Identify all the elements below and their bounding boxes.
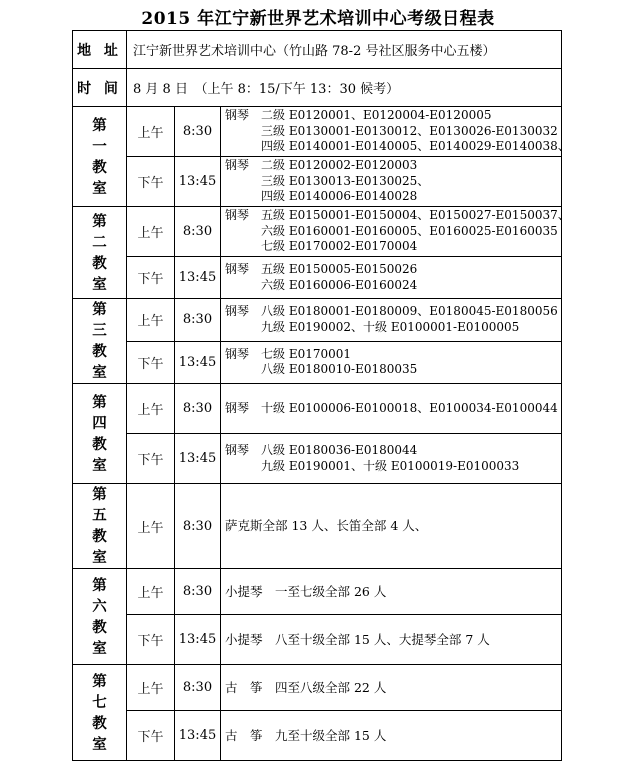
detail-line bbox=[225, 189, 557, 205]
detail-line bbox=[225, 320, 557, 336]
session-row bbox=[73, 384, 562, 434]
detail-line bbox=[225, 362, 557, 378]
candidate-range: 七级 E0170001 bbox=[261, 346, 352, 361]
session-time: 8:30 bbox=[175, 569, 221, 615]
instrument-label bbox=[225, 124, 261, 140]
page-title: 2015 年江宁新世界艺术培训中心考级日程表 bbox=[141, 9, 495, 29]
room-name-char: 第 bbox=[92, 116, 107, 134]
room-name-char: 六 bbox=[92, 597, 107, 615]
instrument-label: 钢琴 bbox=[225, 346, 250, 361]
room-name bbox=[73, 665, 127, 761]
session-period: 上午 bbox=[127, 299, 175, 342]
session-details bbox=[221, 257, 562, 299]
detail-line bbox=[225, 139, 570, 155]
detail-line bbox=[225, 347, 557, 363]
detail-line bbox=[225, 584, 557, 600]
session-details bbox=[221, 711, 562, 761]
candidate-range: 小提琴 八至十级全部 15 人、大提琴全部 7 人 bbox=[225, 631, 490, 647]
detail-line bbox=[225, 108, 557, 124]
detail-line bbox=[225, 158, 557, 174]
instrument-label bbox=[225, 174, 261, 190]
session-row bbox=[73, 665, 562, 711]
candidate-range: 三级 E0130013-E0130025、 bbox=[261, 173, 430, 188]
room-name bbox=[73, 107, 127, 207]
session-row bbox=[73, 107, 562, 157]
session-details bbox=[221, 341, 562, 384]
session-time: 13:45 bbox=[175, 157, 221, 207]
session-time: 8:30 bbox=[175, 484, 221, 569]
instrument-label bbox=[225, 362, 261, 378]
detail-line bbox=[225, 632, 557, 648]
session-row bbox=[73, 257, 562, 299]
instrument-label: 钢琴 bbox=[225, 108, 250, 123]
detail-line bbox=[225, 518, 557, 534]
schedule-table bbox=[72, 30, 570, 761]
candidate-range: 六级 E0160006-E0160024 bbox=[261, 277, 418, 292]
candidate-range: 八级 E0180001-E0180009、E0180045-E0180056 bbox=[261, 304, 558, 319]
room-name-char: 室 bbox=[92, 549, 107, 566]
room-name-char: 一 bbox=[92, 137, 107, 155]
time-label: 时 间 bbox=[73, 69, 127, 107]
instrument-label bbox=[225, 139, 261, 155]
candidate-range: 四级 E0140001-E0140005、E0140029-E0140038、 bbox=[261, 139, 570, 154]
room-name-char: 室 bbox=[92, 275, 107, 293]
room-name bbox=[73, 484, 127, 569]
session-row bbox=[73, 341, 562, 384]
room-name-char: 五 bbox=[92, 507, 107, 524]
session-row bbox=[73, 434, 562, 484]
session-time: 8:30 bbox=[175, 107, 221, 157]
session-period: 上午 bbox=[127, 384, 175, 434]
instrument-label bbox=[225, 320, 261, 336]
detail-line bbox=[225, 728, 557, 744]
room-name-char: 第 bbox=[92, 393, 107, 411]
session-time: 8:30 bbox=[175, 299, 221, 342]
session-details bbox=[221, 434, 562, 484]
candidate-range: 三级 E0130001-E0130012、E0130026-E0130032 bbox=[261, 123, 558, 138]
session-row bbox=[73, 157, 562, 207]
candidate-range: 九级 E0190001、十级 E0100019-E0100033 bbox=[261, 458, 520, 473]
session-period: 下午 bbox=[127, 615, 175, 665]
detail-line bbox=[225, 680, 557, 696]
candidate-range: 十级 E0100006-E0100018、E0100034-E0100044 bbox=[261, 400, 558, 415]
room-name-char: 四 bbox=[92, 414, 107, 432]
session-time: 13:45 bbox=[175, 257, 221, 299]
room-name-char: 第 bbox=[92, 301, 107, 318]
detail-line bbox=[225, 224, 557, 240]
session-period: 上午 bbox=[127, 569, 175, 615]
candidate-range: 小提琴 一至七级全部 26 人 bbox=[225, 583, 387, 599]
instrument-label: 钢琴 bbox=[225, 208, 250, 223]
session-details bbox=[221, 157, 562, 207]
instrument-label bbox=[225, 239, 261, 255]
session-row bbox=[73, 207, 562, 257]
room-name-char: 教 bbox=[92, 435, 107, 453]
candidate-range: 五级 E0150005-E0150026 bbox=[261, 262, 418, 276]
session-period: 下午 bbox=[127, 257, 175, 299]
session-time: 13:45 bbox=[175, 341, 221, 384]
session-row bbox=[73, 484, 562, 569]
session-period: 上午 bbox=[127, 207, 175, 257]
session-time: 8:30 bbox=[175, 207, 221, 257]
detail-line bbox=[225, 459, 557, 475]
room-name-char: 室 bbox=[92, 364, 107, 381]
time-row bbox=[73, 69, 562, 107]
room-name-char: 第 bbox=[92, 486, 107, 503]
room-name-char: 室 bbox=[92, 456, 107, 474]
candidate-range: 二级 E0120001、E0120004-E0120005 bbox=[261, 108, 492, 123]
session-period: 下午 bbox=[127, 341, 175, 384]
session-row bbox=[73, 615, 562, 665]
session-details bbox=[221, 569, 562, 615]
detail-line bbox=[225, 208, 570, 224]
instrument-label: 钢琴 bbox=[225, 158, 250, 173]
session-details bbox=[221, 484, 562, 569]
candidate-range: 九级 E0190002、十级 E0100001-E0100005 bbox=[261, 319, 520, 334]
session-period: 上午 bbox=[127, 665, 175, 711]
session-time: 13:45 bbox=[175, 711, 221, 761]
detail-line bbox=[225, 124, 557, 140]
room-name-char: 教 bbox=[92, 158, 107, 176]
instrument-label bbox=[225, 278, 261, 294]
room-name bbox=[73, 569, 127, 665]
address-value: 江宁新世界艺术培训中心（竹山路 78-2 号社区服务中心五楼） bbox=[127, 31, 562, 69]
room-name-char: 教 bbox=[92, 528, 107, 545]
candidate-range: 五级 E0150001-E0150004、E0150027-E0150037、 bbox=[261, 208, 570, 223]
candidate-range: 七级 E0170002-E0170004 bbox=[261, 239, 418, 254]
room-name-char: 教 bbox=[92, 254, 107, 272]
detail-line bbox=[225, 304, 557, 320]
detail-line bbox=[225, 401, 557, 417]
room-name-char: 七 bbox=[92, 693, 107, 711]
session-time: 13:45 bbox=[175, 434, 221, 484]
room-name-char: 教 bbox=[92, 618, 107, 636]
session-details bbox=[221, 384, 562, 434]
session-period: 上午 bbox=[127, 484, 175, 569]
instrument-label: 钢琴 bbox=[225, 304, 250, 319]
candidate-range: 八级 E0180010-E0180035 bbox=[261, 362, 418, 377]
address-row bbox=[73, 31, 562, 69]
instrument-label bbox=[225, 224, 261, 240]
session-time: 13:45 bbox=[175, 615, 221, 665]
detail-line bbox=[225, 278, 557, 294]
session-row bbox=[73, 569, 562, 615]
room-name bbox=[73, 299, 127, 384]
candidate-range: 六级 E0160001-E0160005、E0160025-E0160035 bbox=[261, 223, 558, 238]
room-name-char: 第 bbox=[92, 212, 107, 230]
room-name-char: 二 bbox=[92, 233, 107, 251]
candidate-range: 四级 E0140006-E0140028 bbox=[261, 189, 418, 204]
detail-line bbox=[225, 262, 557, 278]
room-name-char: 第 bbox=[92, 672, 107, 690]
room-name bbox=[73, 384, 127, 484]
instrument-label: 钢琴 bbox=[225, 443, 250, 457]
session-details bbox=[221, 665, 562, 711]
session-details bbox=[221, 299, 562, 342]
room-name-char: 教 bbox=[92, 343, 107, 360]
address-label: 地 址 bbox=[73, 31, 127, 69]
session-time: 8:30 bbox=[175, 384, 221, 434]
detail-line bbox=[225, 174, 557, 190]
time-value: 8 月 8 日 （上午 8：15/下午 13：30 候考） bbox=[127, 69, 562, 107]
instrument-label bbox=[225, 189, 261, 205]
detail-line bbox=[225, 239, 557, 255]
session-time: 8:30 bbox=[175, 665, 221, 711]
room-name-char: 第 bbox=[92, 576, 107, 594]
session-period: 下午 bbox=[127, 157, 175, 207]
session-row bbox=[73, 711, 562, 761]
session-period: 上午 bbox=[127, 107, 175, 157]
session-details bbox=[221, 615, 562, 665]
candidate-range: 古 筝 四至八级全部 22 人 bbox=[225, 679, 387, 695]
room-name-char: 室 bbox=[92, 735, 107, 753]
session-period: 下午 bbox=[127, 711, 175, 761]
candidate-range: 萨克斯全部 13 人、长笛全部 4 人、 bbox=[225, 518, 428, 534]
session-details bbox=[221, 207, 570, 257]
room-name-char: 室 bbox=[92, 179, 107, 197]
candidate-range: 八级 E0180036-E0180044 bbox=[261, 443, 418, 457]
session-row bbox=[73, 299, 562, 342]
room-name bbox=[73, 207, 127, 299]
session-details bbox=[221, 107, 570, 157]
candidate-range: 二级 E0120002-E0120003 bbox=[261, 158, 418, 173]
room-name-char: 室 bbox=[92, 639, 107, 657]
detail-line bbox=[225, 443, 557, 459]
room-name-char: 三 bbox=[92, 322, 107, 339]
instrument-label: 钢琴 bbox=[225, 400, 250, 415]
candidate-range: 古 筝 九至十级全部 15 人 bbox=[225, 727, 387, 743]
instrument-label bbox=[225, 459, 261, 475]
session-period: 下午 bbox=[127, 434, 175, 484]
instrument-label: 钢琴 bbox=[225, 262, 250, 276]
room-name-char: 教 bbox=[92, 714, 107, 732]
